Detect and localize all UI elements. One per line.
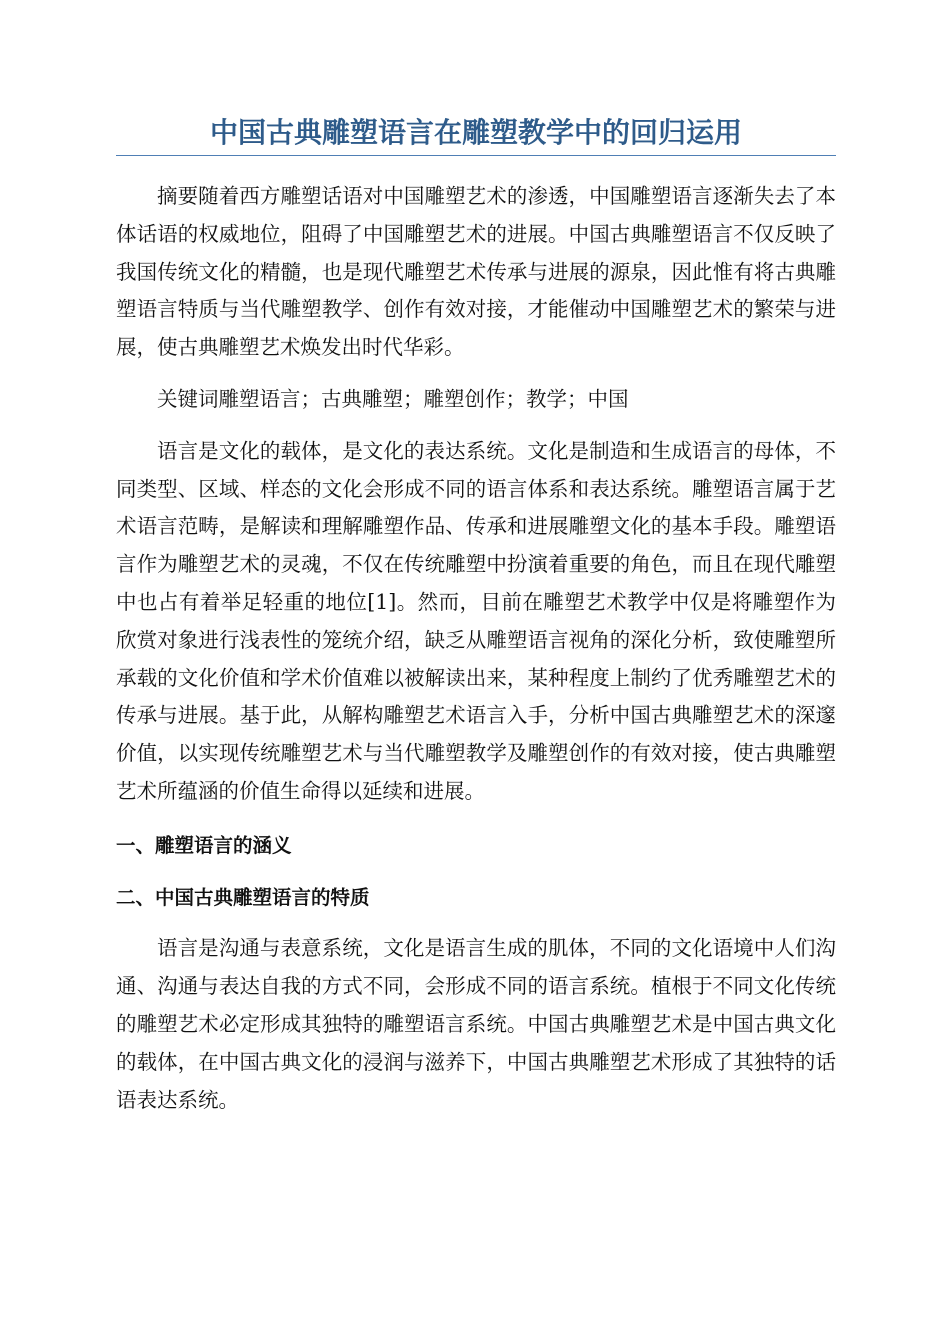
keywords-paragraph: 关键词雕塑语言；古典雕塑；雕塑创作；教学；中国 [157,386,629,411]
intro-paragraph: 语言是文化的载体，是文化的表达系统。文化是制造和生成语言的母体，不同类型、区域、样态的文化会形成不同的语言体系和表达系统。雕塑语言属于艺术语言范畴，是解读和理解雕塑作品、传承和进展雕塑文化的基本手段。雕塑语言作为雕塑艺术的灵魂，不仅在传统雕塑中扮演着重要的角色，而且在现代雕塑中也占有着举足轻重的地位[1]。然而，目前在雕塑艺术教学中仅是将雕塑作为欣赏对象进行浅表性的笼统介绍，缺乏从雕塑语言视角的深化分析，致使雕塑所承载的文化价值和学术价值难以被解读出来，某种程度上制约了优秀雕塑艺术的传承与进展。基于此，从解构雕塑艺术语言入手，分析中国古典雕塑艺术的深邃价值，以实现传统雕塑艺术与当代雕塑教学及雕塑创作的有效对接，使古典雕塑艺术所蕴涵的价值生命得以延续和进展。 [116,438,836,803]
section-2-paragraph: 语言是沟通与表意系统，文化是语言生成的肌体，不同的文化语境中人们沟通、沟通与表达自我的方式不同，会形成不同的语言系统。植根于不同文化传统的雕塑艺术必定形成其独特的雕塑语言系统。中国古典雕塑艺术是中国古典文化的载体，在中国古典文化的浸润与滋养下，中国古典雕塑艺术形成了其独特的话语表达系统。 [116,936,836,1112]
section-heading-2: 二、中国古典雕塑语言的特质 [116,885,370,909]
section-heading-1: 一、雕塑语言的涵义 [116,833,292,857]
page-title: 中国古典雕塑语言在雕塑教学中的回归运用 [116,113,836,156]
abstract-paragraph: 摘要随着西方雕塑话语对中国雕塑艺术的渗透，中国雕塑语言逐渐失去了本体话语的权威地位，阻碍了中国雕塑艺术的进展。中国古典雕塑语言不仅反映了我国传统文化的精髓，也是现代雕塑艺术传承与进展的源泉，因此惟有将古典雕塑语言特质与当代雕塑教学、创作有效对接，才能催动中国雕塑艺术的繁荣与进展，使古典雕塑艺术焕发出时代华彩。 [116,184,836,360]
document-page [116,0,836,1119]
